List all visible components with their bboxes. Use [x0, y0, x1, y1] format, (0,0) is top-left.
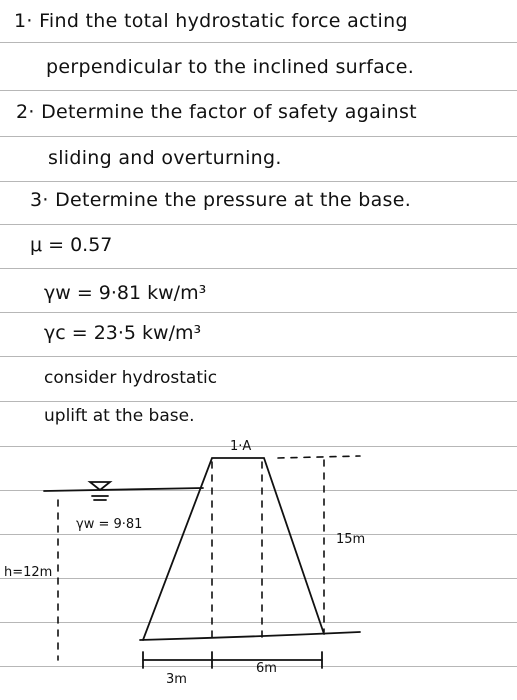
ground-line [140, 632, 360, 640]
crest-width-label: 1·A [230, 439, 252, 454]
water-surface-line [44, 488, 203, 491]
note-line-2: uplift at the base. [44, 406, 195, 426]
question-1-line-1: 1· Find the total hydrostatic force acting [14, 10, 408, 32]
unit-weight-water: γw = 9·81 kw/m³ [44, 282, 207, 304]
friction-coefficient: μ = 0.57 [30, 234, 113, 256]
dam-height-label: 15m [336, 532, 366, 547]
crest-dashed-line [278, 456, 360, 458]
unit-weight-label: γw = 9·81 [76, 517, 143, 532]
question-1-line-2: perpendicular to the inclined surface. [46, 56, 415, 78]
unit-weight-concrete: γc = 23·5 kw/m³ [44, 322, 202, 344]
water-level-marker [90, 482, 110, 490]
dam-outline [143, 458, 324, 640]
water-depth-label: h=12m [4, 565, 53, 580]
base-right-dimension: 6m [256, 661, 277, 676]
base-left-dimension: 3m [166, 672, 187, 687]
question-2-line-2: sliding and overturning. [48, 147, 282, 169]
note-line-1: consider hydrostatic [44, 368, 218, 388]
question-2-line-1: 2· Determine the factor of safety against [16, 101, 417, 123]
question-3: 3· Determine the pressure at the base. [30, 189, 412, 211]
